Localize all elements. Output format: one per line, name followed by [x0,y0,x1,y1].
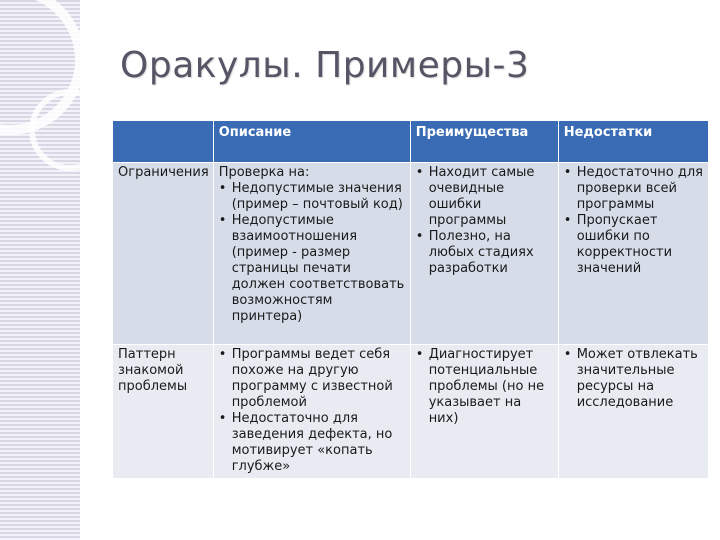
description-list [219,347,406,475]
disadvantages-list [564,347,704,411]
description-lead: Проверка на: [218,165,310,180]
slide-title: Оракулы. Примеры-3 [120,45,530,86]
description-cell [213,345,410,479]
row-label: Паттерн знакомой проблемы [118,347,188,394]
header-advantages: Преимущества [410,121,558,163]
description-list [219,181,406,325]
list-item: • Недопустимые значения (пример – почтовый код) [219,181,406,213]
header-disadvantages: Недостатки [558,121,708,163]
advantages-list [416,347,554,427]
list-item: • Недостаточно для заведения дефекта, но мотивирует «копать глубже» [219,411,406,475]
advantages-list [416,165,554,277]
row-label: Ограничения [118,165,209,180]
decorative-circles-graphic [0,0,80,200]
disadvantages-cell [558,163,708,345]
advantages-cell [410,345,558,479]
disadvantages-list [564,165,704,277]
list-item: • Пропускает ошибки по корректности значений [564,213,704,277]
oracles-table [112,120,709,479]
header-empty-cell [113,121,214,163]
advantages-cell [410,163,558,345]
list-item: • Полезно, на любых стадиях разработки [416,229,554,277]
list-item: • Диагностирует потенциальные проблемы (но не указывает на них) [416,347,554,427]
header-description: Описание [213,121,410,163]
table-header-row [113,121,709,163]
table-row [113,163,709,345]
row-label-cell [113,345,214,479]
row-label-cell [113,163,214,345]
list-item: • Недостаточно для проверки всей программы [564,165,704,213]
list-item: • Программы ведет себя похоже на другую программу с известной проблемой [219,347,406,411]
list-item: • Может отвлекать значительные ресурсы на исследование [564,347,704,411]
list-item: • Недопустимые взаимоотношения (пример - размер страницы печати должен соответствовать возможностям принтера) [219,213,406,325]
description-cell [213,163,410,345]
decorative-side-band [0,0,80,540]
list-item: • Находит самые очевидные ошибки программы [416,165,554,229]
table-row [113,345,709,479]
disadvantages-cell [558,345,708,479]
